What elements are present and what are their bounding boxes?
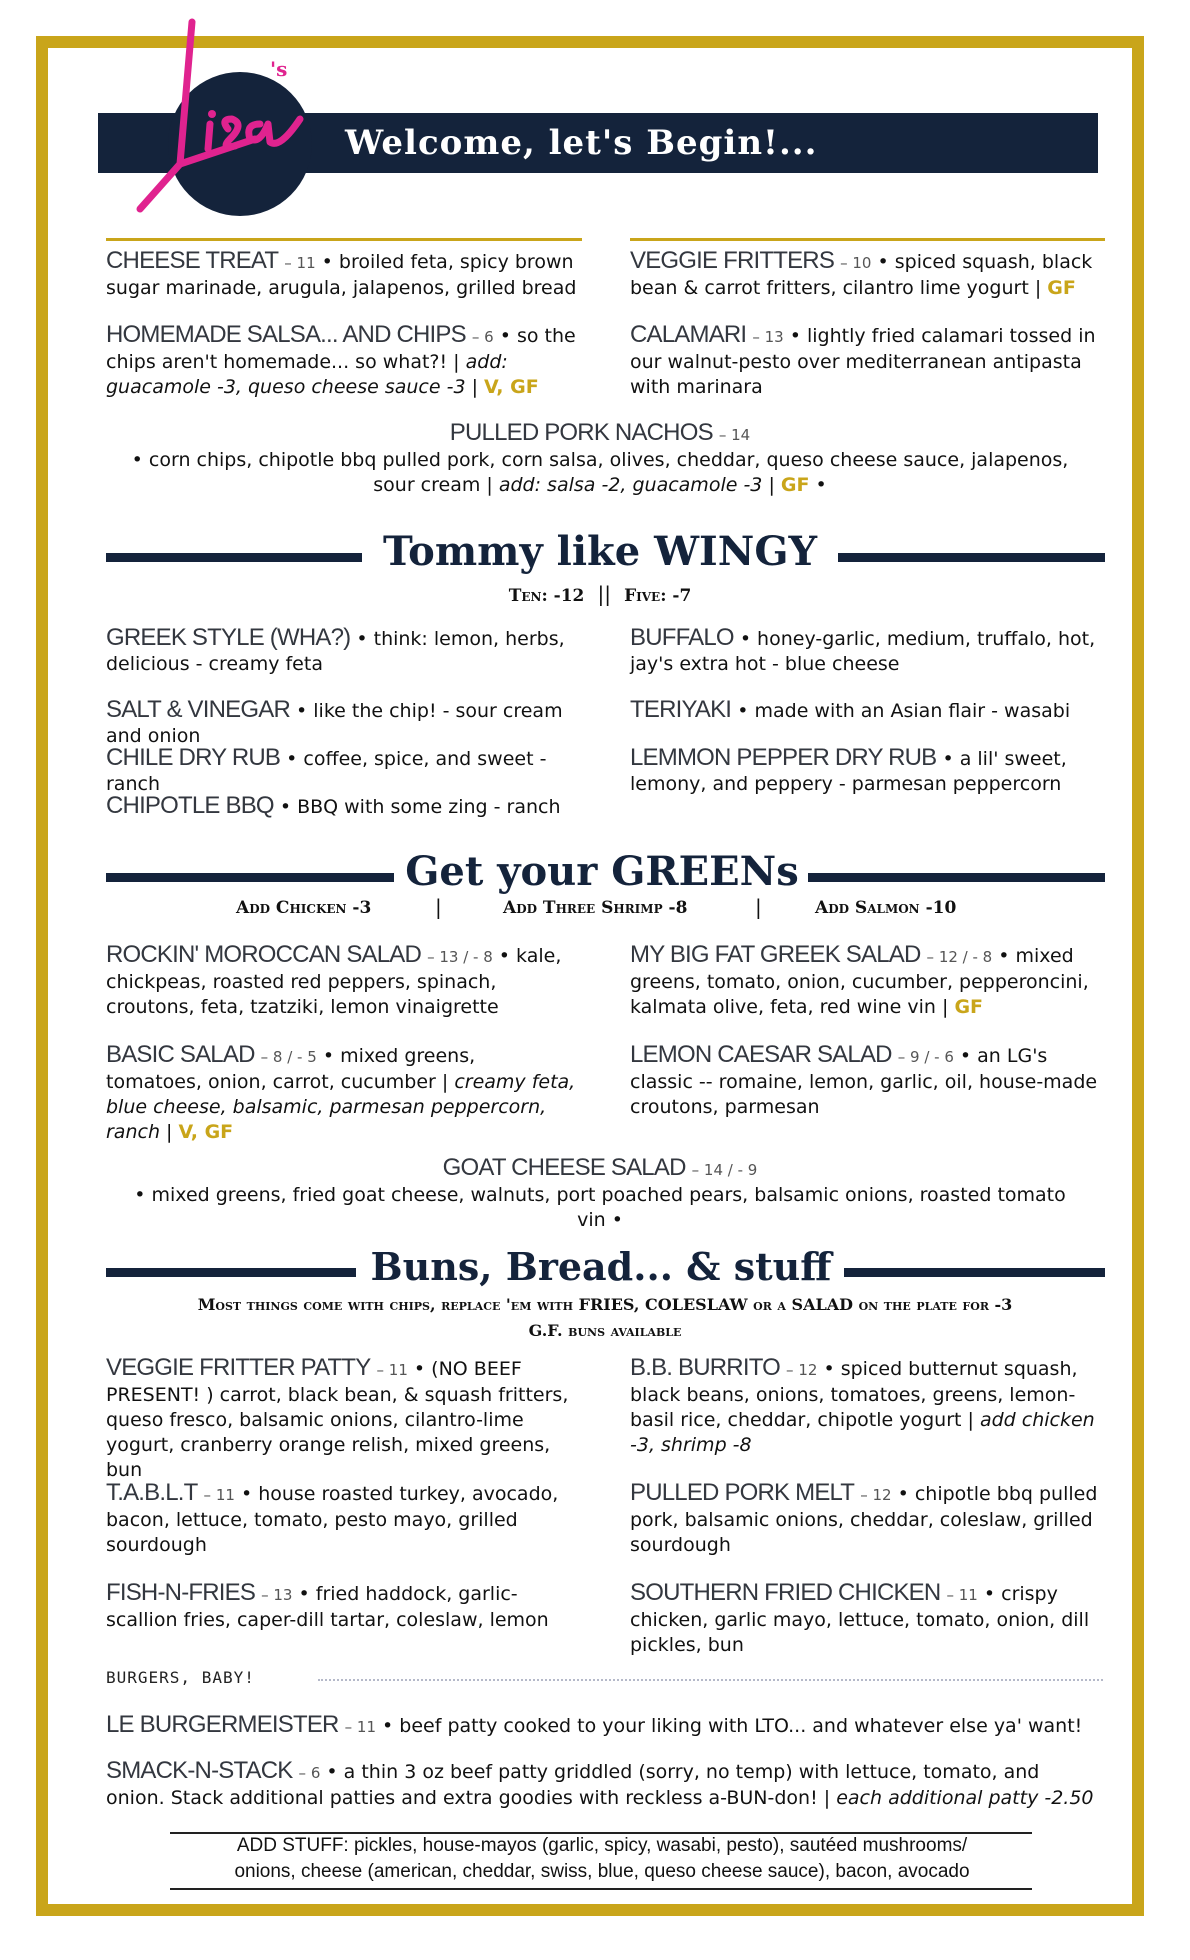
gold-rule-left bbox=[106, 238, 582, 241]
gold-rule-right bbox=[630, 238, 1105, 241]
section-title-greens: Get your GREENs bbox=[405, 848, 799, 895]
menu-item-buffalo-wings: BUFFALO • honey-garlic, medium, truffalo, hot, jay's extra hot - blue cheese bbox=[630, 624, 1096, 675]
section-bar-left bbox=[106, 553, 362, 562]
section-bar-left bbox=[106, 1268, 356, 1277]
add-shrimp-note: Add Three Shrimp -8 bbox=[503, 898, 688, 918]
menu-item-chile-dry-rub: CHILE DRY RUB • coffee, spice, and sweet - ranch bbox=[106, 744, 547, 795]
separator: | bbox=[435, 895, 442, 919]
menu-item-moroccan-salad: ROCKIN' MOROCCAN SALAD – 13 / - 8 • kale, chickpeas, roasted red peppers, spinach, croutons, feta, tzatziki, lemon vinaigrette bbox=[106, 941, 562, 1018]
svg-text:'s: 's bbox=[270, 57, 288, 81]
menu-item-nachos: PULLED PORK NACHOS – 14 • corn chips, chipotle bbq pulled pork, corn salsa, olives, cheddar, queso cheese sauce, jalapenos, sour cream | add: salsa -2, guacamole -3 | GF • bbox=[131, 419, 1069, 496]
add-salmon-note: Add Salmon -10 bbox=[815, 898, 957, 918]
menu-item-chipotle-bbq: CHIPOTLE BBQ • BBQ with some zing - ranch bbox=[106, 792, 561, 819]
menu-item-lemon-pepper: LEMMON PEPPER DRY RUB • a lil' sweet, lemony, and peppery - parmesan peppercorn bbox=[630, 744, 1067, 795]
menu-item-caesar-salad: LEMON CAESAR SALAD – 9 / - 6 • an LG's classic -- romaine, lemon, garlic, oil, house-made croutons, parmesan bbox=[630, 1041, 1098, 1118]
menu-item-salt-vinegar-wings: SALT & VINEGAR • like the chip! - sour cream and onion bbox=[106, 696, 563, 747]
menu-item-tablt: T.A.B.L.T – 11 • house roasted turkey, avocado, bacon, lettuce, tomato, pesto mayo, grilled sourdough bbox=[106, 1479, 559, 1556]
menu-item-burgermeister: LE BURGERMEISTER – 11 • beef patty cooked to your liking with LTO... and whatever else ya' want! bbox=[106, 1711, 1083, 1738]
menu-item-pulled-pork-melt: PULLED PORK MELT – 12 • chipotle bbq pulled pork, balsamic onions, cheddar, coleslaw, grilled sourdough bbox=[630, 1479, 1098, 1556]
menu-item-veggie-fritters: VEGGIE FRITTERS – 10 • spiced squash, black bean & carrot fritters, cilantro lime yogurt | GF bbox=[630, 247, 1093, 299]
wings-pricing: Ten: -12 || Five: -7 bbox=[508, 582, 692, 606]
section-bar-right bbox=[838, 553, 1105, 562]
add-chicken-note: Add Chicken -3 bbox=[236, 898, 372, 918]
menu-item-salsa: HOMEMADE SALSA... AND CHIPS – 6 • so the chips aren't homemade... so what?! | add: guacamole -3, queso cheese sauce -3 | V, GF bbox=[106, 321, 576, 398]
menu-item-goat-cheese-salad: GOAT CHEESE SALAD – 14 / - 9 • mixed greens, fried goat cheese, walnuts, port poached pears, balsamic onions, roasted tomato vin • bbox=[134, 1154, 1066, 1231]
menu-item-smack-n-stack: SMACK-N-STACK – 6 • a thin 3 oz beef patty griddled (sorry, no temp) with lettuce, tomato, and onion. Stack additional patties and extra goodies with reckless a-BUN-don! | each additional patty -2.50 bbox=[106, 1757, 1094, 1809]
section-bar-right bbox=[844, 1268, 1105, 1277]
section-title-buns: Buns, Bread... & stuff bbox=[370, 1244, 832, 1289]
section-bar-right bbox=[808, 873, 1105, 882]
page-title: Welcome, let's Begin!... bbox=[345, 123, 818, 163]
separator: | bbox=[755, 895, 762, 919]
menu-item-cheese-treat: CHEESE TREAT – 11 • broiled feta, spicy brown sugar marinade, arugula, jalapenos, grilled bread bbox=[106, 247, 577, 299]
dotted-divider bbox=[318, 1679, 1103, 1681]
menu-item-basic-salad: BASIC SALAD – 8 / - 5 • mixed greens, tomatoes, onion, carrot, cucumber | creamy feta, blue cheese, balsamic, parmesan peppercorn, ranch | V, GF bbox=[106, 1041, 576, 1143]
burgers-label: BURGERS, BABY! bbox=[106, 1668, 255, 1687]
menu-item-greek-wings: GREEK STYLE (WHA?) • think: lemon, herbs, delicious - creamy feta bbox=[106, 624, 565, 675]
menu-item-southern-fried-chicken: SOUTHERN FRIED CHICKEN – 11 • crispy chicken, garlic mayo, lettuce, tomato, onion, dill pickles, bun bbox=[630, 1579, 1090, 1656]
add-stuff-text: ADD STUFF: pickles, house-mayos (garlic, spicy, wasabi, pesto), sautéed mushrooms/ onions, cheese (american, cheddar, swiss, blue, queso cheese sauce), bacon, avocado bbox=[234, 1835, 970, 1882]
menu-item-greek-salad: MY BIG FAT GREEK SALAD – 12 / - 8 • mixed greens, tomato, onion, cucumber, pepperoncini, kalmata olive, feta, red wine vin | GF bbox=[630, 941, 1089, 1018]
menu-item-calamari: CALAMARI – 13 • lightly fried calamari tossed in our walnut-pesto over mediterranean antipasta with marinara bbox=[630, 321, 1096, 398]
menu-item-bb-burrito: B.B. BURRITO – 12 • spiced butternut squash, black beans, onions, tomatoes, greens, lemon-basil rice, cheddar, chipotle yogurt | add chicken -3, shrimp -8 bbox=[630, 1354, 1095, 1456]
section-title-wings: Tommy like WINGY bbox=[382, 528, 818, 575]
menu-item-fish-n-fries: FISH-N-FRIES – 13 • fried haddock, garlic-scallion fries, caper-dill tartar, coleslaw, lemon bbox=[106, 1579, 549, 1631]
lisa-g-logo bbox=[120, 14, 330, 219]
menu-item-veggie-patty: VEGGIE FRITTER PATTY – 11 • (NO BEEF PRESENT! ) carrot, black bean, & squash fritters, queso fresco, balsamic onions, cilantro-lime yogurt, cranberry orange relish, mixed greens, bun bbox=[106, 1354, 569, 1481]
section-bar-left bbox=[106, 873, 394, 882]
menu-item-teriyaki-wings: TERIYAKI • made with an Asian flair - wasabi bbox=[630, 696, 1071, 723]
buns-note: Most things come with chips, replace 'em with FRIES, COLESLAW or a SALAD on the plate for -3 G.F. buns available bbox=[197, 1295, 1013, 1340]
